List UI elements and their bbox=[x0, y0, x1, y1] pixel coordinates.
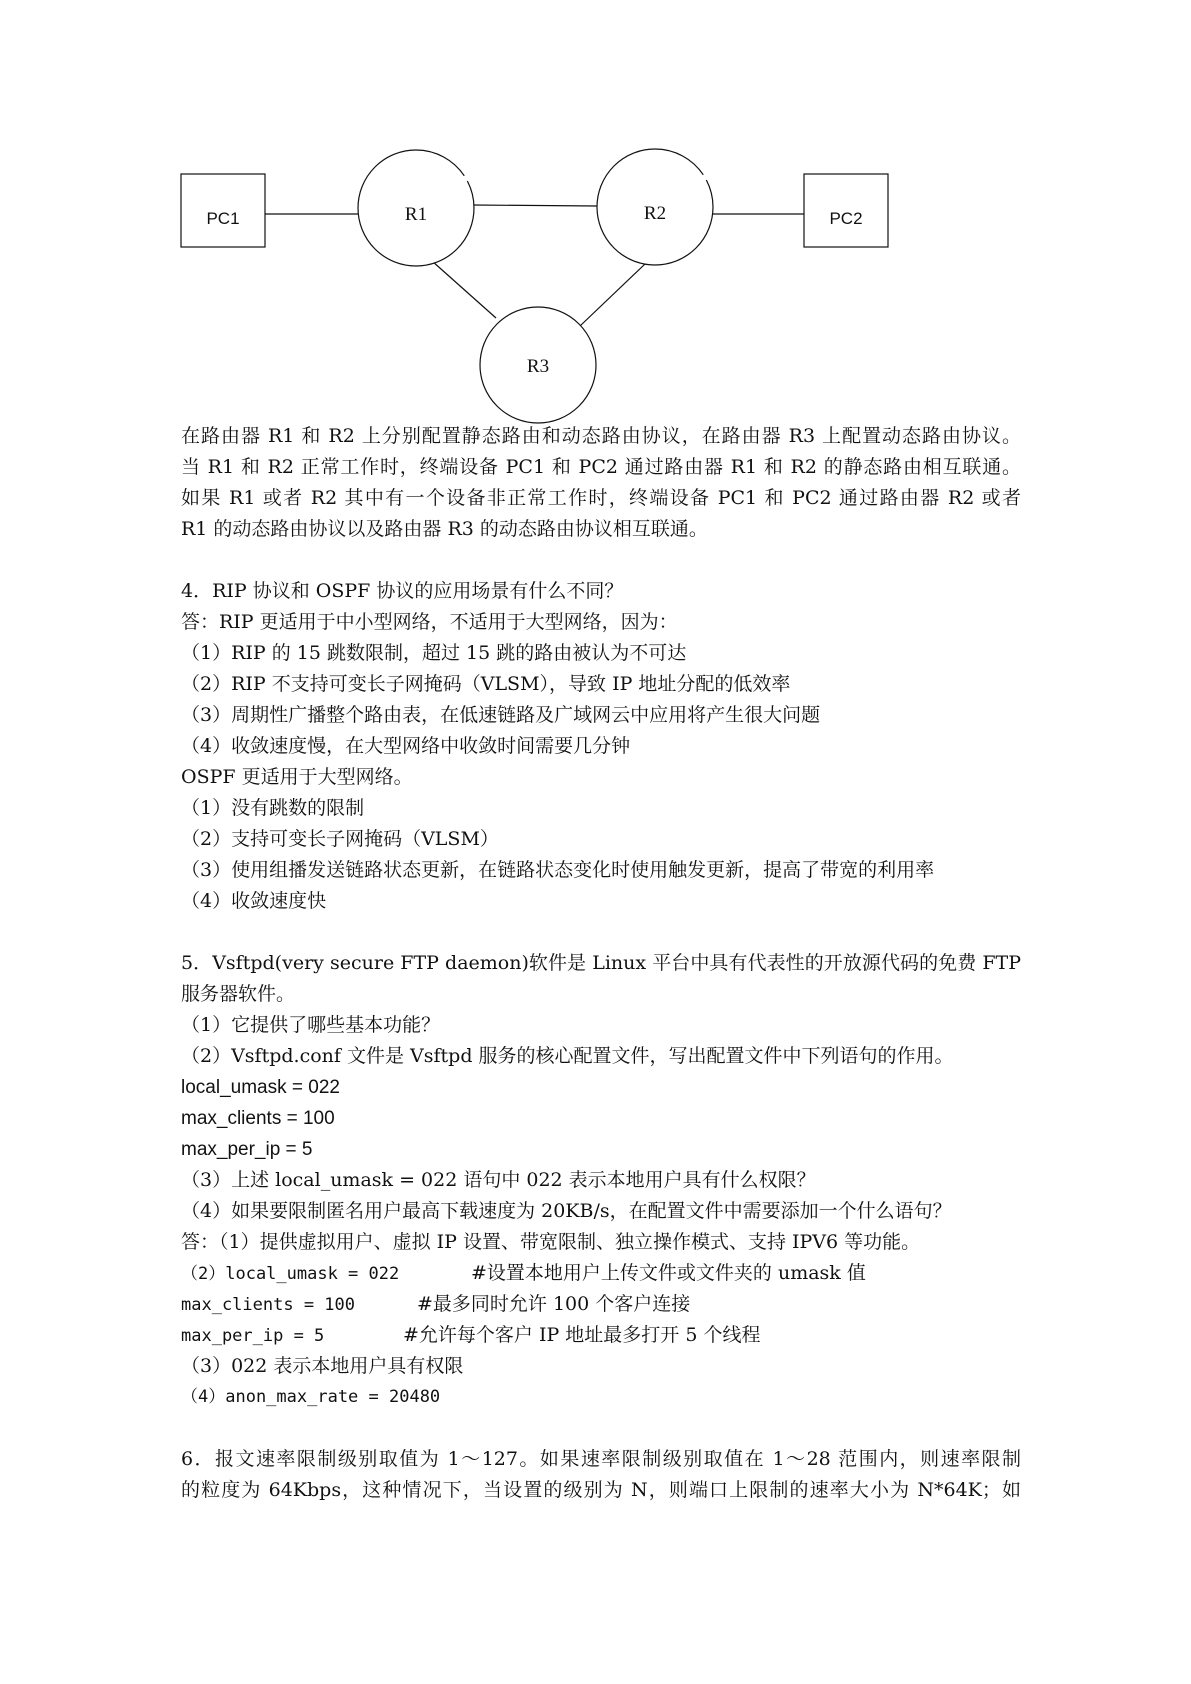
question-6-line: 的粒度为 64Kbps，这种情况下，当设置的级别为 N，则端口上限制的速率大小为 N*64K；如 bbox=[181, 1479, 1021, 1501]
answer-5-1: 答：（1）提供虚拟用户、虚拟 IP 设置、带宽限制、独立操作模式、支持 IPV6 等功能。 bbox=[181, 1231, 921, 1253]
ospf-point: （4）收敛速度快 bbox=[181, 890, 327, 912]
node-r2-label: R2 bbox=[643, 203, 667, 224]
rip-point: （3）周期性广播整个路由表，在低速链路及广域网云中应用将产生很大问题 bbox=[181, 704, 821, 726]
spacer bbox=[181, 545, 1021, 576]
rip-point: （2）RIP 不支持可变长子网掩码（VLSM），导致 IP 地址分配的低效率 bbox=[181, 673, 791, 695]
question-4 bbox=[181, 576, 1021, 917]
link-r2-r3 bbox=[580, 264, 645, 326]
config-line: max_per_ip = 5 bbox=[181, 1139, 313, 1160]
question-6-line: 6．报文速率限制级别取值为 1～127。如果速率限制级别取值在 1～28 范围内，则速率限制 bbox=[181, 1448, 1021, 1470]
node-r3-label: R3 bbox=[526, 356, 550, 377]
node-r2 bbox=[597, 149, 713, 265]
question-5 bbox=[181, 948, 1021, 1413]
config-comment: #最多同时允许 100 个客户连接 bbox=[417, 1293, 691, 1315]
config-line: local_umask = 022 bbox=[181, 1077, 340, 1098]
node-r3 bbox=[480, 307, 596, 423]
ospf-point: （2）支持可变长子网掩码（VLSM） bbox=[181, 828, 499, 850]
question-4-answer-intro: 答：RIP 更适用于中小型网络，不适用于大型网络，因为： bbox=[181, 611, 678, 633]
answer-5-4: （4）anon_max_rate = 20480 bbox=[181, 1387, 441, 1407]
spacer bbox=[181, 1413, 1021, 1444]
rip-point: （1）RIP 的 15 跳数限制，超过 15 跳的路由被认为不可达 bbox=[181, 642, 687, 664]
intro-line: 在路由器 R1 和 R2 上分别配置静态路由和动态路由协议，在路由器 R3 上配置动态路由协议。 bbox=[181, 425, 1021, 447]
node-pc2 bbox=[804, 174, 888, 247]
config-comment: #设置本地用户上传文件或文件夹的 umask 值 bbox=[471, 1262, 866, 1284]
answer-5-2-row bbox=[181, 1320, 1021, 1351]
config-line: max_clients = 100 bbox=[181, 1108, 335, 1129]
question-5-title-cont: 服务器软件。 bbox=[181, 983, 296, 1005]
question-5-sub4: （4）如果要限制匿名用户最高下载速度为 20KB/s，在配置文件中需要添加一个什么语句？ bbox=[181, 1200, 952, 1222]
question-5-sub3: （3）上述 local_umask = 022 语句中 022 表示本地用户具有什么权限？ bbox=[181, 1169, 816, 1191]
question-5-title: 5．Vsftpd(very secure FTP daemon)软件是 Linux 平台中具有代表性的开放源代码的免费 FTP bbox=[181, 952, 1021, 974]
question-4-title: 4．RIP 协议和 OSPF 协议的应用场景有什么不同？ bbox=[181, 580, 624, 602]
config-code: max_per_ip = 5 bbox=[181, 1326, 325, 1346]
node-r1-label: R1 bbox=[404, 204, 428, 225]
ospf-intro: OSPF 更适用于大型网络。 bbox=[181, 766, 413, 788]
config-code: （2）local_umask = 022 bbox=[181, 1264, 400, 1284]
question-5-sub2: （2）Vsftpd.conf 文件是 Vsftpd 服务的核心配置文件，写出配置文件中下列语句的作用。 bbox=[181, 1045, 954, 1067]
node-pc2-label: PC2 bbox=[829, 209, 863, 228]
question-6 bbox=[181, 1444, 1021, 1506]
network-topology-diagram bbox=[0, 0, 1191, 430]
intro-paragraph bbox=[181, 421, 1021, 545]
ospf-point: （3）使用组播发送链路状态更新，在链路状态变化时使用触发更新，提高了带宽的利用率 bbox=[181, 859, 935, 881]
question-5-sub1: （1）它提供了哪些基本功能？ bbox=[181, 1014, 441, 1036]
node-pc1 bbox=[181, 174, 265, 247]
node-r1 bbox=[358, 150, 474, 266]
intro-line: 当 R1 和 R2 正常工作时，终端设备 PC1 和 PC2 通过路由器 R1 和 R2 的静态路由相互联通。 bbox=[181, 456, 1021, 478]
link-r1-r2 bbox=[473, 205, 597, 206]
answer-5-2-row bbox=[181, 1258, 1021, 1289]
intro-line: 如果 R1 或者 R2 其中有一个设备非正常工作时，终端设备 PC1 和 PC2 通过路由器 R2 或者 bbox=[181, 487, 1021, 509]
rip-point: （4）收敛速度慢，在大型网络中收敛时间需要几分钟 bbox=[181, 735, 631, 757]
spacer bbox=[181, 917, 1021, 948]
config-comment: #允许每个客户 IP 地址最多打开 5 个线程 bbox=[403, 1324, 761, 1346]
answer-5-3: （3）022 表示本地用户具有权限 bbox=[181, 1355, 464, 1377]
ospf-point: （1）没有跳数的限制 bbox=[181, 797, 365, 819]
document-body bbox=[181, 421, 1021, 1506]
node-pc1-label: PC1 bbox=[206, 209, 240, 228]
link-r1-r3 bbox=[432, 261, 496, 318]
answer-5-2-row bbox=[181, 1289, 1021, 1320]
config-code: max_clients = 100 bbox=[181, 1295, 355, 1315]
intro-line: R1 的动态路由协议以及路由器 R3 的动态路由协议相互联通。 bbox=[181, 518, 708, 540]
